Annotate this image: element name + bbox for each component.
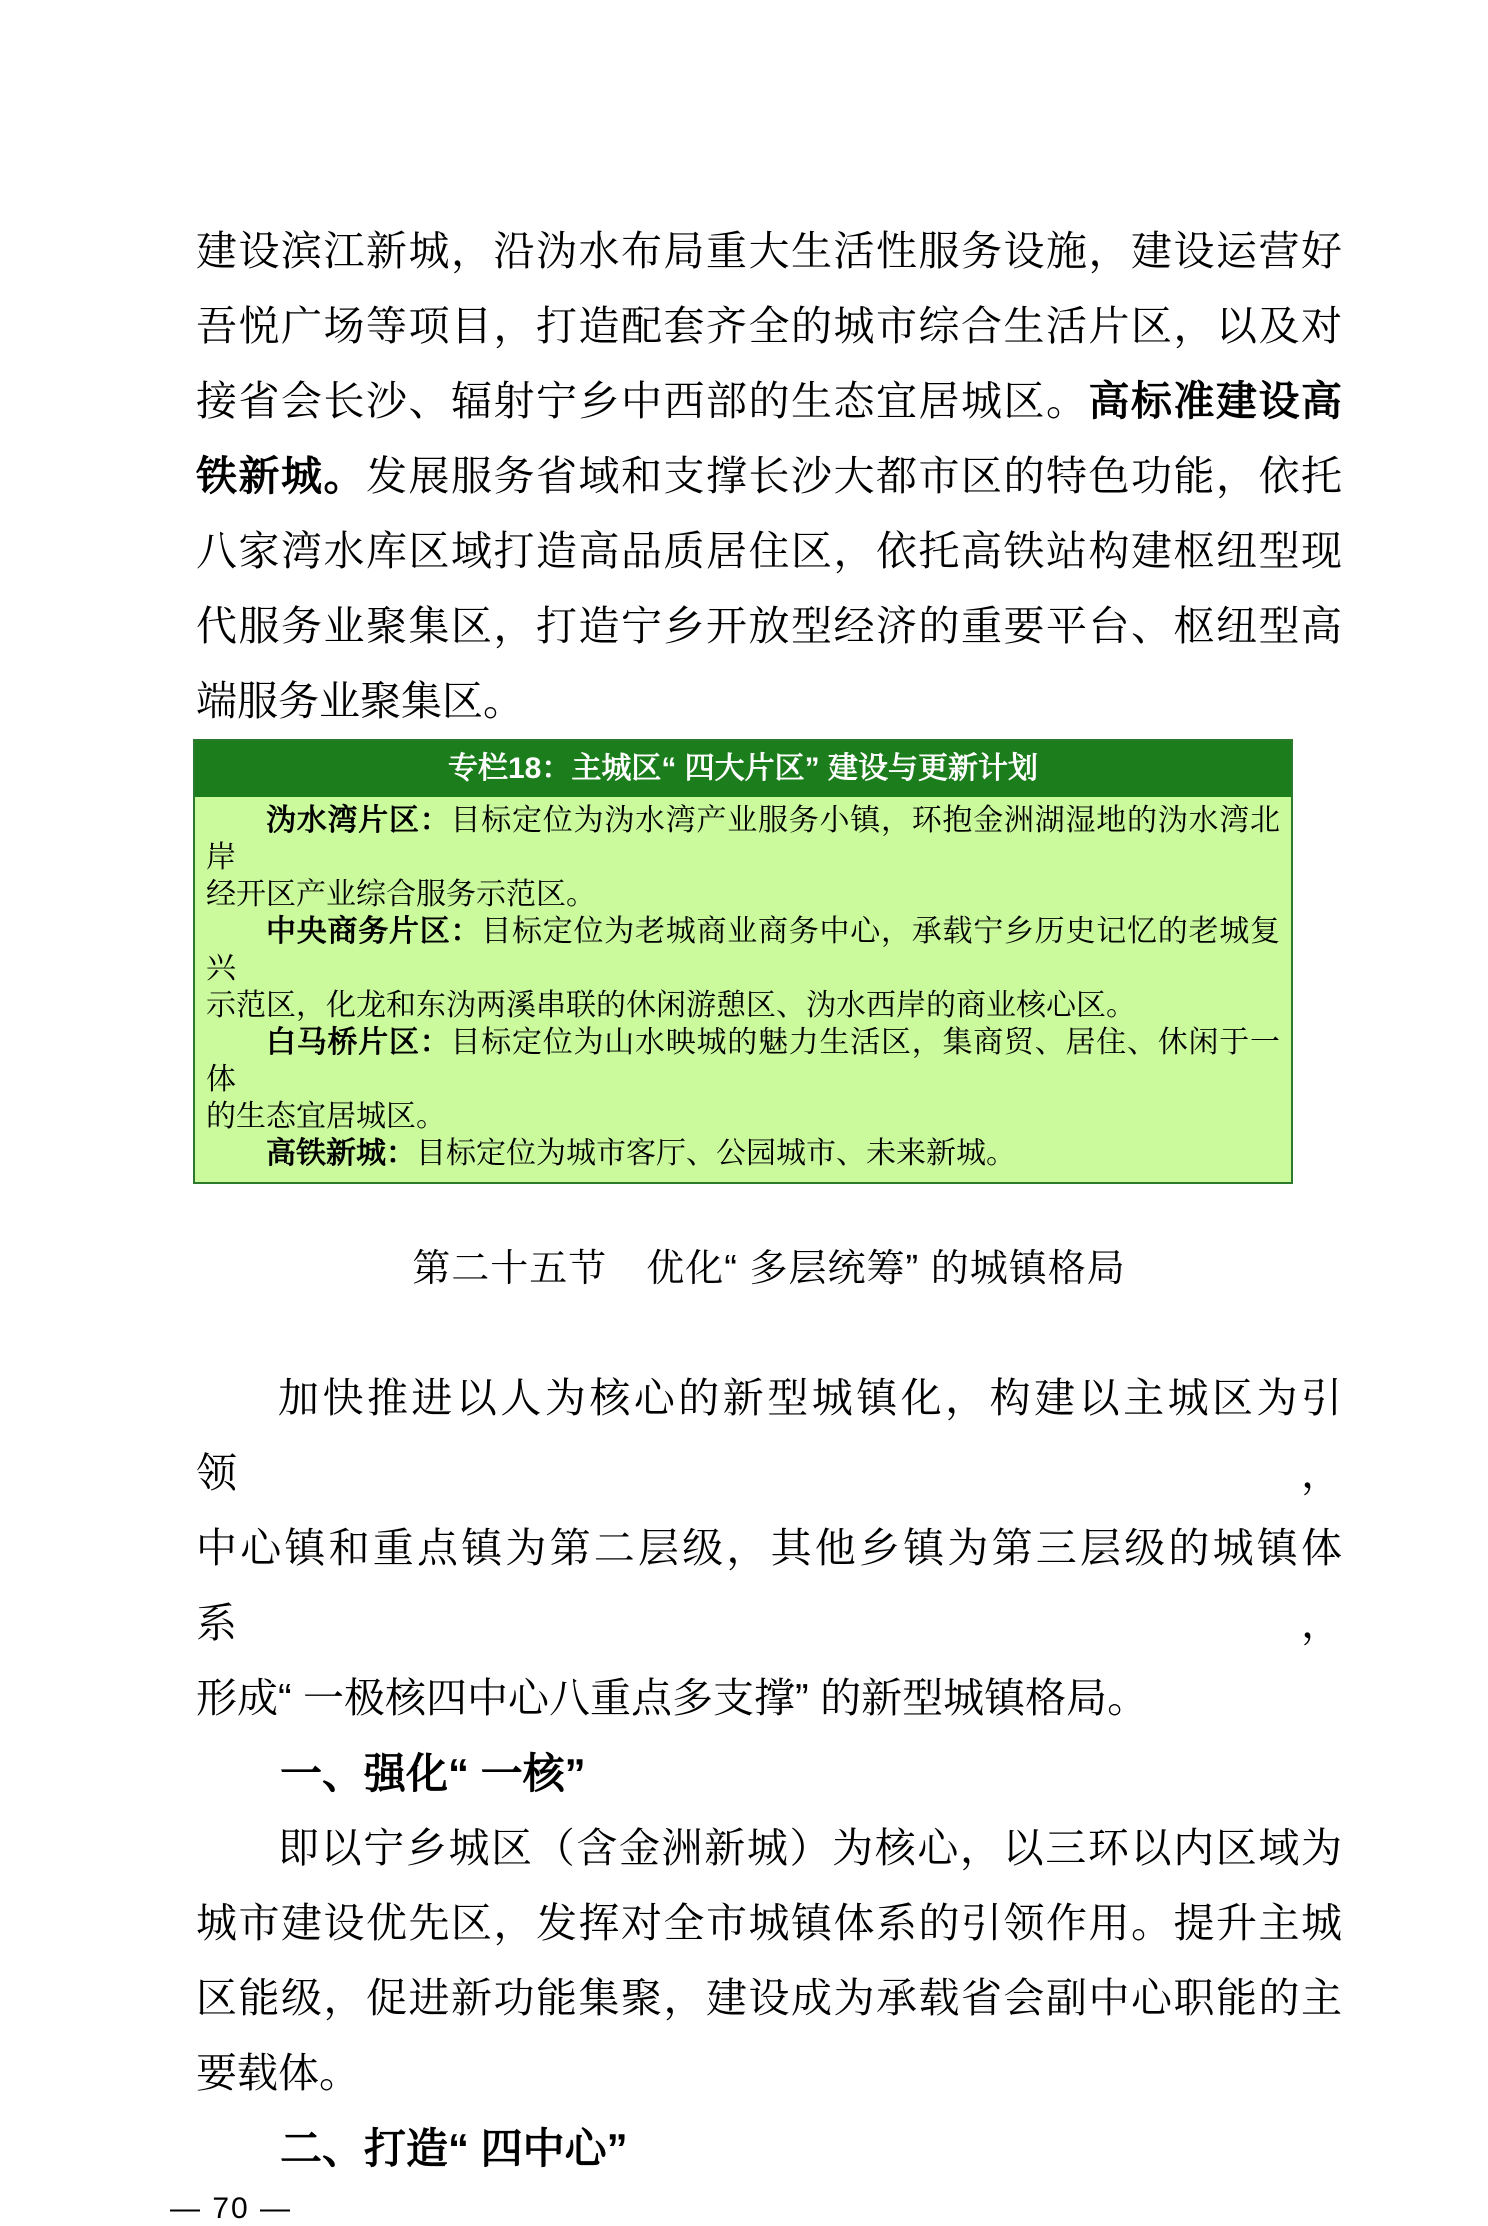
text: 接省会长沙、辐射宁乡中西部的生态宜居城区。	[196, 378, 1089, 424]
text-line	[196, 1511, 1342, 1661]
text: 吾悦广场等项目，打造配套齐全的城市综合生活片区，以及对	[196, 303, 1342, 349]
text-line	[196, 1661, 1342, 1736]
text-line	[196, 439, 1342, 514]
panel-body	[195, 797, 1291, 1182]
text: 中心镇和重点镇为第二层级，其他乡镇为第三层级的城镇体系，	[196, 1525, 1342, 1646]
text: 城市建设优先区，发挥对全市城镇体系的引领作用。提升主城	[196, 1900, 1342, 1946]
bold-text: 白马桥片区：	[266, 1026, 451, 1059]
text-line	[196, 2036, 1342, 2111]
text: 示范区，化龙和东沩两溪串联的休闲游憩区、沩水西岸的商业核心区。	[206, 989, 1136, 1022]
text-line	[196, 364, 1342, 439]
text: 的生态宜居城区。	[206, 1100, 446, 1133]
text-line	[206, 987, 1280, 1024]
text: 代服务业聚集区，打造宁乡开放型经济的重要平台、枢纽型高	[196, 603, 1342, 649]
text: 目标定位为老城商业商务中心，承载宁乡历史记忆的老城复兴	[206, 915, 1280, 985]
text: 即以宁乡城区（含金洲新城）为核心，以三环以内区域为	[278, 1825, 1342, 1871]
sub-heading	[196, 2111, 1342, 2186]
bold-text: 铁新城。	[196, 453, 366, 499]
text-line	[196, 664, 1342, 739]
text-line	[206, 1135, 1280, 1172]
text: 目标定位为山水映城的魅力生活区，集商贸、居住、休闲于一体	[206, 1026, 1280, 1096]
bold-text: 高标准建设高	[1088, 378, 1342, 424]
text-line	[196, 589, 1342, 664]
bold-text: 沩水湾片区：	[266, 804, 451, 837]
bold-text: 高铁新城：	[266, 1137, 416, 1170]
intro-paragraph	[196, 214, 1342, 739]
bold-text: 中央商务片区：	[266, 915, 482, 948]
text-line	[196, 1961, 1342, 2036]
text: 发展服务省域和支撑长沙大都市区的特色功能，依托	[366, 453, 1342, 499]
text: 目标定位为沩水湾产业服务小镇，环抱金洲湖湿地的沩水湾北岸	[206, 804, 1280, 874]
text: 加快推进以人为核心的新型城镇化，构建以主城区为引领，	[196, 1375, 1342, 1496]
text: 经开区产业综合服务示范区。	[206, 878, 596, 911]
body-paragraphs	[196, 1361, 1342, 2186]
text-line	[206, 1098, 1280, 1135]
page-number: — 70 —	[170, 2192, 293, 2225]
text-line	[206, 802, 1280, 876]
sub-heading	[196, 1736, 1342, 1811]
text-line	[196, 1811, 1342, 1886]
page-content	[170, 0, 1342, 2226]
text-line	[196, 1361, 1342, 1511]
text: 形成“ 一极核四中心八重点多支撑” 的新型城镇格局。	[196, 1675, 1149, 1721]
bold-text: 二、打造“ 四中心”	[280, 2125, 628, 2172]
text: 要载体。	[196, 2050, 360, 2096]
highlight-panel	[193, 739, 1293, 1184]
text: 建设滨江新城，沿沩水布局重大生活性服务设施，建设运营好	[196, 228, 1342, 274]
text-line	[196, 1886, 1342, 1961]
text: 区能级，促进新功能集聚，建设成为承载省会副中心职能的主	[196, 1975, 1342, 2021]
text-line	[196, 289, 1342, 364]
text: 端服务业聚集区。	[196, 678, 524, 724]
text: 目标定位为城市客厅、公园城市、未来新城。	[416, 1137, 1016, 1170]
text-line	[206, 913, 1280, 987]
text-line	[196, 514, 1342, 589]
text-line	[206, 1024, 1280, 1098]
text-line	[196, 214, 1342, 289]
bold-text: 一、强化“ 一核”	[280, 1750, 586, 1797]
text-line	[206, 876, 1280, 913]
section-heading: 第二十五节 优化“ 多层统筹” 的城镇格局	[412, 1248, 1126, 1290]
text: 八家湾水库区域打造高品质居住区，依托高铁站构建枢纽型现	[196, 528, 1342, 574]
panel-title: 专栏18：主城区“ 四大片区” 建设与更新计划	[195, 741, 1291, 797]
